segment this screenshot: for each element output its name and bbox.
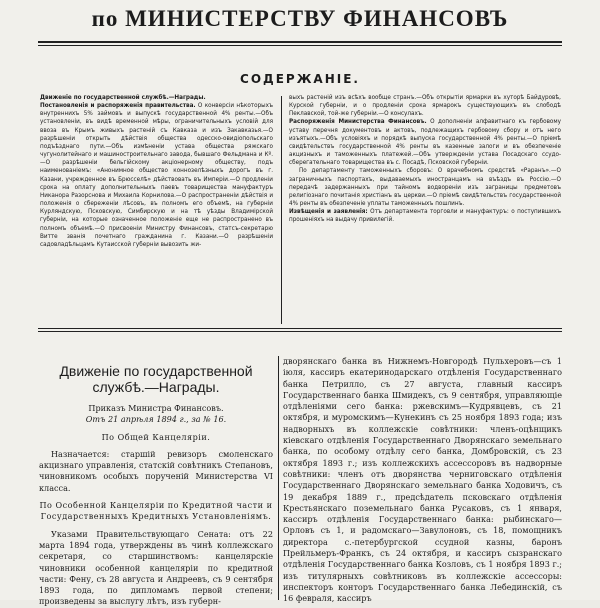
article-column-divider bbox=[278, 356, 279, 600]
order-date: Отъ 21 апрѣля 1894 г., за № 16. bbox=[85, 414, 227, 425]
contents-column-divider bbox=[281, 96, 282, 324]
section-title-general-chancery: По Общей Канцеляріи. bbox=[101, 431, 211, 442]
article-left-column bbox=[39, 363, 273, 607]
masthead bbox=[0, 0, 600, 44]
contents-left-column bbox=[40, 94, 273, 324]
contents-text: О дополненіи алфавитнаго къ гербовому уставу перечня документовъ и актовъ, подлежащихъ гербовому сбору и отъ него изъятыхъ.—Объ условіяхъ и порядкѣ выпуска государственной 4% ренты.—О пріемѣ свидѣтельствъ государственной 4% ренты въ казенные залоги и въ обезпеченіе акцизныхъ и таможенныхъ платежей.—Объ утвержденіи устава Посадскаго ссудо-сберегательнаго товарищества въ с. Посадѣ, Псковской губерніи. bbox=[289, 118, 561, 167]
article-right-column bbox=[283, 356, 562, 604]
contents-text: О конверсіи нѣкоторыхъ внутреннихъ 5% займовъ и выпускѣ государственной 4% ренты.—Объ установленіи, въ видѣ временной мѣры, ограничительныхъ условій для ввоза въ Крымъ живыхъ растеній съ Кавказа и изъ Закавказья.—О разрѣшеніи открыть дѣйствія общества одесско-овидіопольскаго подъѣзднаго пути.—Объ измѣненіи устава общества ряжскаго чугунолитейнаго и машиностроительнаго завода, бывшаго Фельдмана и Кº.—О разрѣшеніи бельгійскому акціонерному обществу, подъ наименованіемъ: «Анонимное общество коннозелѣзныхъ дорогъ въ г. Казани, учрежденное въ Брюсселѣ» дѣйствовать въ Имперіи.—О продленіи срока на оплату дополнительныхъ паевъ товарищества мануфактуръ Никанора Разорснова и Михаила Корнилова.—О распространеніи дѣйствія и положенія о сбереженіи лѣсовъ, въ полномъ его объемѣ, на губерніи Курляндскую, Псковскую, Симбирскую и на тѣ уѣзды Владимірской губерніи, на которые означенное положеніе еще не распространено въ полномъ объемѣ.—О присвоеніи Министру Финансовъ, статсъ-секретарю Витте званія почетнаго гражданина г. Казани.—О разрѣшеніи садовладѣльцамъ Кутаисской губерніи вывозить жи- bbox=[40, 102, 273, 248]
article-title: Движеніе по государственной службѣ.—Награды. bbox=[59, 363, 253, 395]
contents-right-column bbox=[289, 94, 561, 324]
contents-paragraph bbox=[40, 102, 273, 249]
section-title-credit-chancery: По Особенной Канцеляріи по Кредитной части и Государственныхъ Кредитныхъ Установленіямъ. bbox=[39, 500, 273, 522]
contents-paragraph: По департаменту таможенныхъ сборовъ: О врачебномъ средствѣ «Раранъ».—О заграничныхъ паспортахъ, выдаваемыхъ иностранцамъ на въѣздъ въ Россію.—О передачѣ задержанныхъ при тайномъ водвореніи изъ заграницы предметовъ религіознаго почитанія христіанъ въ церкви.—О пріемѣ свидѣтельствъ государственной 4% ренты въ обезпеченіе уплаты таможенныхъ пошлинъ. bbox=[289, 167, 561, 208]
contents-paragraph bbox=[289, 118, 561, 167]
order-title: Приказъ Министра Финансовъ. bbox=[88, 403, 224, 413]
contents-paragraph: выхъ растеній изъ всѣхъ вообще странъ.—Объ открытіи ярмарки въ хуторѣ Байдуровѣ, Курской губерніи, и о продленіи срока ярмарокъ существующихъ въ слободѣ Пеклавской, той-же губерніи.—О консулахъ. bbox=[289, 94, 561, 118]
masthead-rule-thick bbox=[38, 41, 562, 43]
masthead-rule-thin bbox=[38, 45, 562, 46]
contents-subheading: Постановленія и распоряженія правительства. bbox=[40, 102, 196, 110]
contents-bottom-rule bbox=[38, 328, 562, 329]
article-paragraph-1: Назначается: старшій ревизоръ смоленскаго акцизнаго управленія, статскій совѣтникъ Степановъ, чиновникомъ особыхъ порученій Министерства VI класса. bbox=[39, 448, 273, 493]
contents-paragraph bbox=[289, 208, 561, 224]
contents-subheading: Распоряженія Министерства Финансовъ. bbox=[289, 118, 427, 126]
article-right-text: дворянскаго банка въ Нижнемъ-Новгородѣ Пульхеровъ—съ 1 іюля, кассиръ екатеринодарскаго отдѣленія Государственнаго банка Петрилло, съ 27 августа, главный кассиръ Государственнаго банка Шмидекъ, съ 9 сентября, управляющіе отдѣленіями сего банка: ржевскимъ—Кудрявцевъ, съ 21 октября, и муромскимъ—Кунекинъ съ 25 ноября 1893 года; изъ надворныхъ въ коллежскіе совѣтники: членъ-оцѣнщикъ кіевскаго отдѣленія Государственнаго Дворянскаго земельнаго банка, по особому отдѣлу сего банка, Домбровскій, съ 23 октября 1893 г.; изъ коллежскихъ ассессоровъ въ надворные совѣтники: членъ отъ дворянства черниговскаго отдѣленія Государственнаго Дворянскаго земельнаго банка Ходовичъ, съ 19 декабря 1889 г., предсѣдатель псковскаго отдѣленія Крестьянскаго поземельнаго банка Русаковъ, съ 1 января, кассиръ отдѣленія Государственнаго банка: рыбинскаго—Орловъ съ 1, и радомскаго—Завулоновъ, съ 18, помощникъ директора с.-петербургской ссудной казны, баронъ Прейльмеръ-Франкъ, съ 24 октября, и кассиръ сызранскаго отдѣленія Государственнаго банка Козловъ, съ 1 ноября 1893 г.; изъ титулярныхъ совѣтниковъ въ коллежскіе ассессоры: инспекторъ конторъ Государственнаго банка Лебединскій, съ 16 февраля, кассиръ bbox=[283, 356, 562, 604]
contents-section-title: Движеніе по государственной службѣ.—Награды. bbox=[40, 94, 206, 101]
article-paragraph-2: Указами Правительствующаго Сената: отъ 22 марта 1894 года, утверждены въ чинѣ коллежскаго секретаря, со старшинствомъ: канцелярскіе чиновники особенной канцеляріи по кредитной части: Фену, съ 28 августа и Андреевъ, съ 9 сентября 1893 года, по дипломамъ первой степени; произведены за выслугу лѣтъ, изъ губерн- bbox=[39, 528, 273, 607]
contents-bottom-rule-2 bbox=[38, 331, 562, 332]
masthead-title: по МИНИСТЕРСТВУ ФИНАНСОВЪ bbox=[91, 6, 509, 31]
contents-heading: СОДЕРЖАНІЕ. bbox=[240, 72, 360, 86]
contents-subheading: Извѣщенія и заявленія: bbox=[289, 208, 368, 216]
contents-text: Отъ департамента торговли и мануфактуръ: о поступившихъ прошеніяхъ на выдачу привилегій. bbox=[289, 208, 561, 224]
